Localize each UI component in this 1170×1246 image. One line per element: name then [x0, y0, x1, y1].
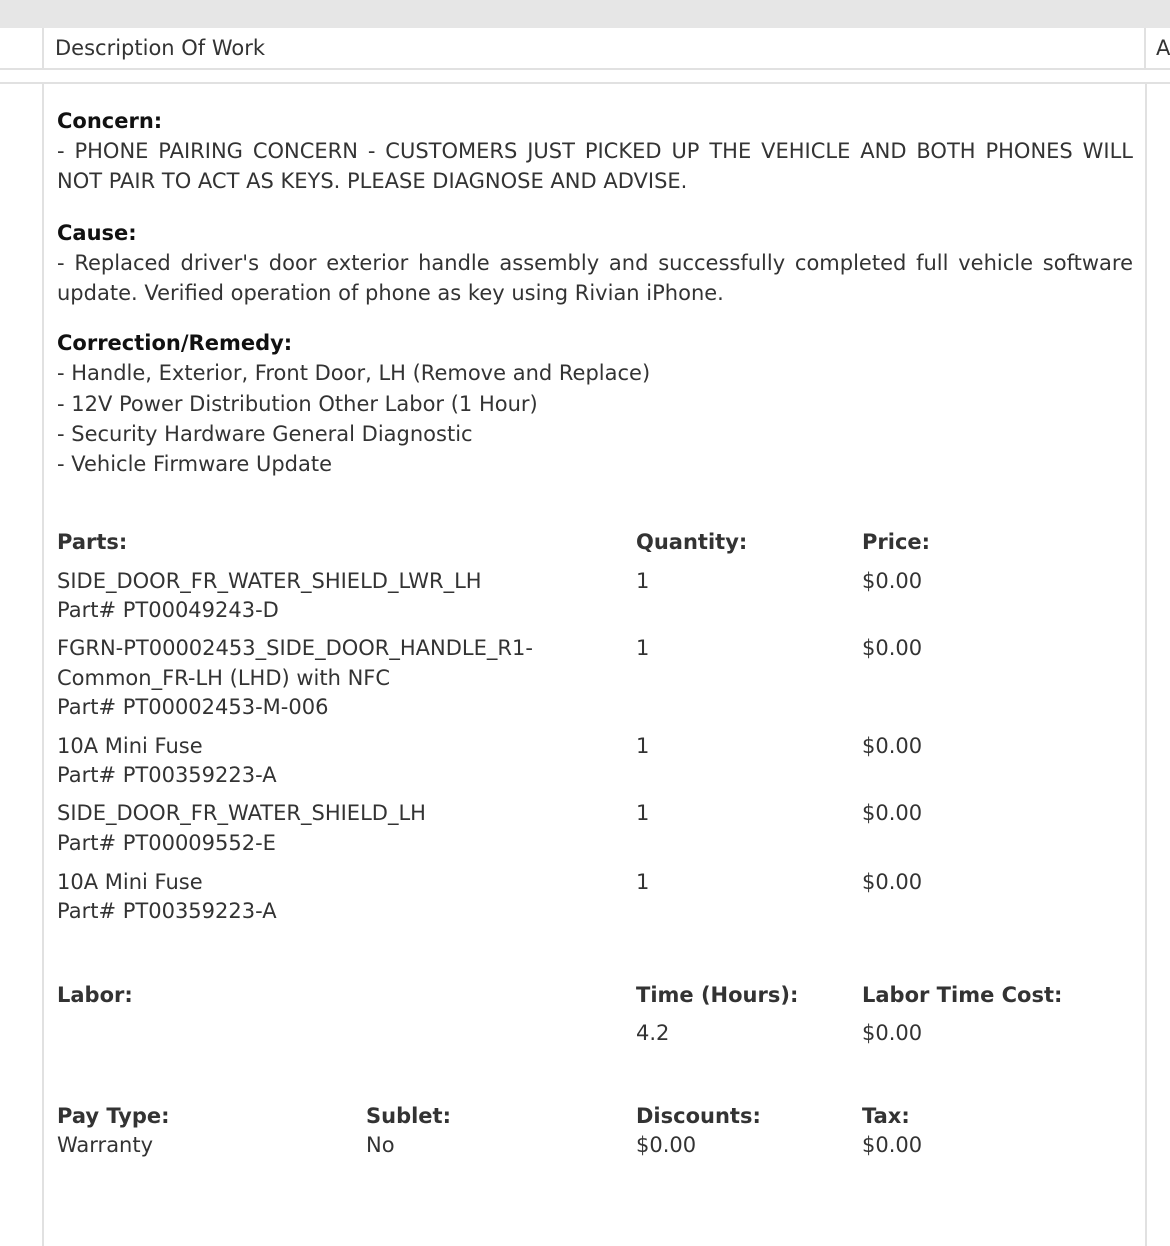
- part-price: $0.00: [862, 801, 923, 825]
- labor-time-cost-label: Labor Time Cost:: [862, 983, 1063, 1007]
- part-quantity: 1: [636, 569, 650, 593]
- cause-text: - Replaced driver's door exterior handle assembly and successfully completed full vehicle software update. Verified operation of phone as key using Rivian iPhone.: [57, 251, 1133, 305]
- table-header-row: [0, 28, 1170, 70]
- time-hours-label: Time (Hours):: [636, 983, 799, 1007]
- parts-label: Parts:: [57, 530, 128, 554]
- cause-label: Cause:: [57, 221, 137, 245]
- part-quantity: 1: [636, 870, 650, 894]
- part-name: SIDE_DOOR_FR_WATER_SHIELD_LWR_LH: [57, 569, 482, 593]
- part-price: $0.00: [862, 636, 923, 660]
- pay-type-value: Warranty: [57, 1133, 154, 1157]
- part-quantity: 1: [636, 636, 650, 660]
- part-price: $0.00: [862, 870, 923, 894]
- tax-value: $0.00: [862, 1133, 923, 1157]
- part-quantity: 1: [636, 734, 650, 758]
- part-name: SIDE_DOOR_FR_WATER_SHIELD_LH: [57, 801, 426, 825]
- part-quantity: 1: [636, 801, 650, 825]
- part-number: Part# PT00002453-M-006: [57, 695, 329, 719]
- part-number: Part# PT00049243-D: [57, 598, 279, 622]
- quantity-label: Quantity:: [636, 530, 748, 554]
- correction-item: - Vehicle Firmware Update: [57, 452, 332, 476]
- part-name: 10A Mini Fuse: [57, 870, 203, 894]
- correction-item: - 12V Power Distribution Other Labor (1 Hour): [57, 392, 538, 416]
- concern-label: Concern:: [57, 109, 163, 133]
- next-column-header-clipped: A: [1156, 36, 1170, 60]
- part-number: Part# PT00359223-A: [57, 763, 277, 787]
- time-hours-value: 4.2: [636, 1021, 670, 1045]
- description-of-work-header: Description Of Work: [55, 36, 266, 60]
- sublet-label: Sublet:: [366, 1104, 451, 1128]
- discounts-label: Discounts:: [636, 1104, 761, 1128]
- part-name: FGRN-PT00002453_SIDE_DOOR_HANDLE_R1-: [57, 636, 533, 660]
- correction-label: Correction/Remedy:: [57, 331, 293, 355]
- sublet-value: No: [366, 1133, 395, 1157]
- correction-item: - Handle, Exterior, Front Door, LH (Remove and Replace): [57, 361, 651, 385]
- header-left-cell: [0, 28, 44, 68]
- top-bar: [0, 0, 1170, 28]
- part-price: $0.00: [862, 734, 923, 758]
- price-label: Price:: [862, 530, 931, 554]
- part-name-continued: Common_FR-LH (LHD) with NFC: [57, 666, 391, 690]
- work-description-cell: [42, 84, 1147, 1246]
- part-price: $0.00: [862, 569, 923, 593]
- labor-label: Labor:: [57, 983, 133, 1007]
- concern-text: - PHONE PAIRING CONCERN - CUSTOMERS JUST PICKED UP THE VEHICLE AND BOTH PHONES WILL NOT PAIR TO ACT AS KEYS. PLEASE DIAGNOSE AND ADVISE.: [57, 139, 1133, 193]
- part-number: Part# PT00009552-E: [57, 831, 276, 855]
- discounts-value: $0.00: [636, 1133, 697, 1157]
- part-name: 10A Mini Fuse: [57, 734, 203, 758]
- labor-time-cost-value: $0.00: [862, 1021, 923, 1045]
- part-number: Part# PT00359223-A: [57, 899, 277, 923]
- correction-item: - Security Hardware General Diagnostic: [57, 422, 473, 446]
- pay-type-label: Pay Type:: [57, 1104, 170, 1128]
- tax-label: Tax:: [862, 1104, 910, 1128]
